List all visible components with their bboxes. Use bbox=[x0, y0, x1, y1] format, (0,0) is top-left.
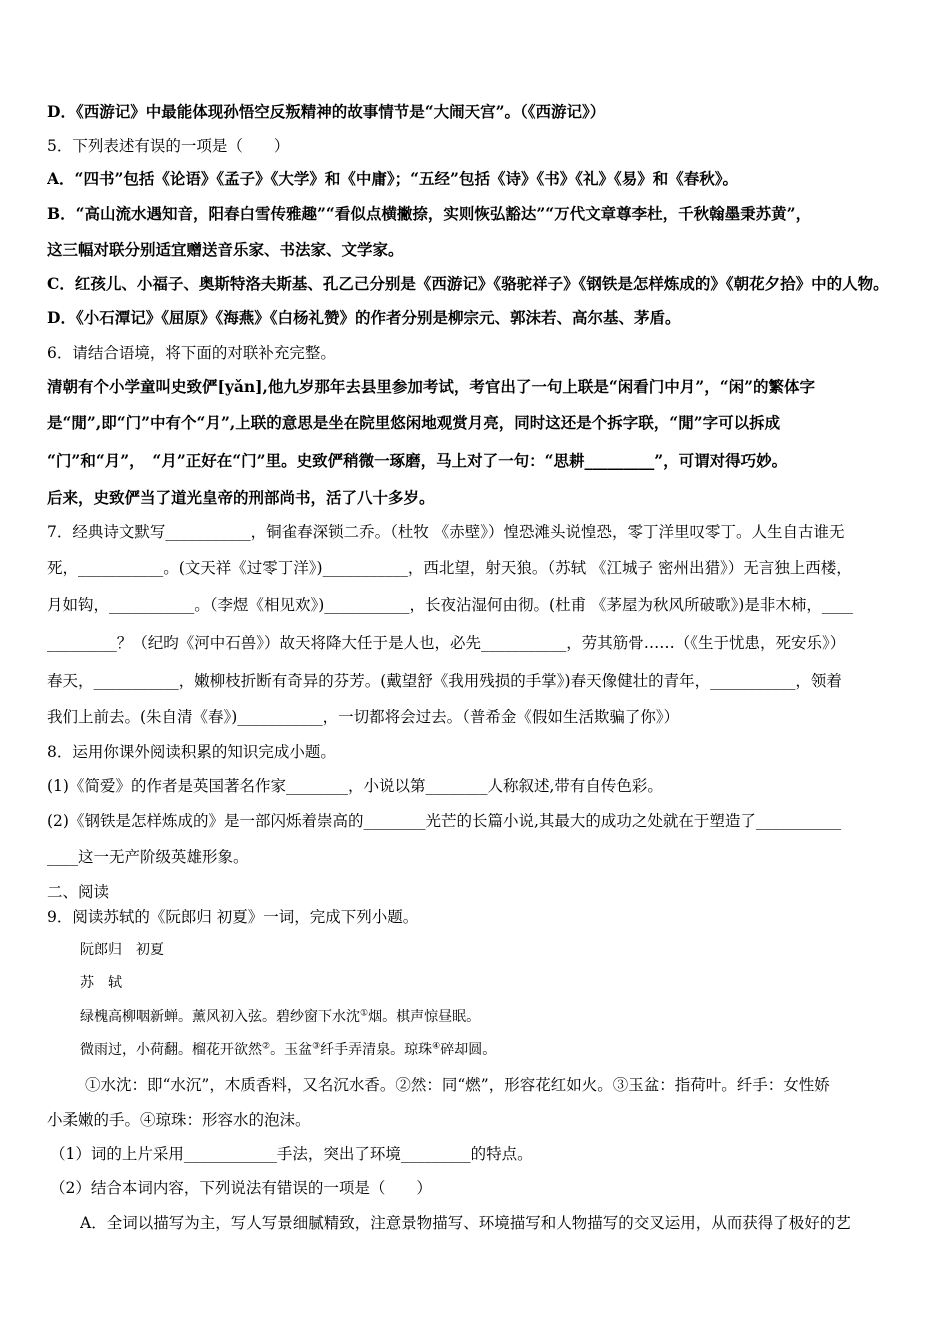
poem-title: 阮郎归 初夏 bbox=[80, 942, 164, 958]
section-heading-reading: 二、阅读 bbox=[47, 883, 110, 901]
q9-part-2-option-a: A．全词以描写为主，写人写景细腻精致，注意景物描写、环境描写和人物描写的交叉运用，从而获得了极好的艺 bbox=[80, 1214, 851, 1232]
q7-line-3: 月如钩，___________。（李煜《相见欢》)___________，长夜沾湿何由彻。(杜甫 《茅屋为秋风所破歌》)是非木柿，____ bbox=[47, 596, 853, 614]
q9-part-1: （1）词的上片采用____________手法，突出了环境_________的特点。 bbox=[50, 1145, 533, 1163]
q9-part-2: （2）结合本词内容，下列说法有错误的一项是（ ） bbox=[50, 1179, 432, 1197]
question-7: 7．经典诗文默写___________，铜雀春深锁二乔。（杜牧 《赤壁》）惶恐滩头说惶恐，零丁洋里叹零丁。人生自古谁无 bbox=[47, 523, 845, 541]
poem-notes-line-1: ①水沈：即“水沉”，木质香料，又名沉水香。②然：同“燃”，形容花红如火。③玉盆：指荷叶。纤手：女性娇 bbox=[85, 1076, 830, 1094]
q5-option-b-cont: 这三幅对联分别适宜赠送音乐家、书法家、文学家。 bbox=[47, 240, 404, 259]
q8-part-2-cont: ____这一无产阶级英雄形象。 bbox=[47, 848, 249, 866]
question-5: 5．下列表述有误的一项是（ ） bbox=[47, 137, 290, 155]
q6-passage-line-2: 是“閒”,即“门”中有个“月”,上联的意思是坐在院里悠闲地观赏月亮，同时这还是个拆字联，“閒”字可以拆成 bbox=[47, 413, 781, 432]
q6-passage-line-4: 后来，史致俨当了道光皇帝的刑部尚书，活了八十多岁。 bbox=[47, 488, 435, 507]
q6-passage-line-1: 清朝有个小学童叫史致俨[yǎn],他九岁那年去县里参加考试，考官出了一句上联是“闲看门中月”，“闲”的繁体字 bbox=[47, 377, 816, 396]
q5-option-c: C．红孩儿、小福子、奥斯特洛夫斯基、孔乙己分别是《西游记》《骆驼祥子》《钢铁是怎样炼成的》《朝花夕拾》中的人物。 bbox=[47, 274, 889, 293]
q5-option-b: B．“高山流水遇知音，阳春白雪传雅趣”“看似点横撇捺，实则恢弘豁达”“万代文章尊李杜，千秋翰墨秉苏黄”， bbox=[47, 204, 812, 223]
q7-line-4: _________？（纪昀《河中石兽》）故天将降大任于是人也，必先___________，劳其筋骨……（《生于忧患，死安乐》） bbox=[47, 634, 846, 652]
q7-line-6: 我们上前去。(朱自清《春》)___________，一切都将会过去。（普希金《假如生活欺骗了你》） bbox=[47, 708, 680, 726]
q6-passage-line-3: “门”和“月”， “月”正好在“门”里。史致俨稍微一琢磨，马上对了一句：“思耕_________”，可谓对得巧妙。 bbox=[47, 451, 788, 470]
question-8: 8．运用你课外阅读积累的知识完成小题。 bbox=[47, 743, 336, 761]
question-9: 9．阅读苏轼的《阮郎归 初夏》一词，完成下列小题。 bbox=[47, 908, 419, 926]
poem-author: 苏 轼 bbox=[80, 975, 122, 991]
q7-line-2: 死，___________。(文天祥《过零丁洋》)___________，西北望，射天狼。（苏轼 《江城子 密州出猎》）无言独上西楼， bbox=[47, 559, 852, 577]
question-6: 6．请结合语境，将下面的对联补充完整。 bbox=[47, 344, 336, 362]
q7-line-5: 春天，___________，嫩柳枝折断有奇异的芬芳。(戴望舒《我用残损的手掌》)春天像健壮的青年，___________，领着 bbox=[47, 672, 842, 690]
q8-part-1: (1)《简爱》的作者是英国著名作家________，小说以第________人称叙述,带有自传色彩。 bbox=[47, 777, 663, 795]
q8-part-2: (2)《钢铁是怎样炼成的》是一部闪烁着崇高的________光芒的长篇小说,其最大的成功之处就在于塑造了___________ bbox=[47, 812, 842, 830]
q5-option-d: D．《小石潭记》《屈原》《海燕》《白杨礼赞》的作者分别是柳宗元、郭沫若、高尔基、茅盾。 bbox=[47, 308, 681, 327]
poem-stanza-2: 微雨过，小荷翻。榴花开欲然②。玉盆③纤手弄清泉。琼珠④碎却圆。 bbox=[80, 1041, 497, 1058]
option-d-q4: D．《西游记》中最能体现孙悟空反叛精神的故事情节是“大闹天宫”。（《西游记》） bbox=[47, 102, 606, 121]
q5-option-a: A．“四书”包括《论语》《孟子》《大学》和《中庸》；“五经”包括《诗》《书》《礼》《易》和《春秋》。 bbox=[47, 169, 738, 188]
poem-stanza-1: 绿槐高柳咽新蝉。薰风初入弦。碧纱窗下水沈①烟。棋声惊昼眠。 bbox=[80, 1008, 481, 1025]
poem-notes-line-2: 小柔嫩的手。④琼珠：形容水的泡沫。 bbox=[47, 1111, 311, 1129]
